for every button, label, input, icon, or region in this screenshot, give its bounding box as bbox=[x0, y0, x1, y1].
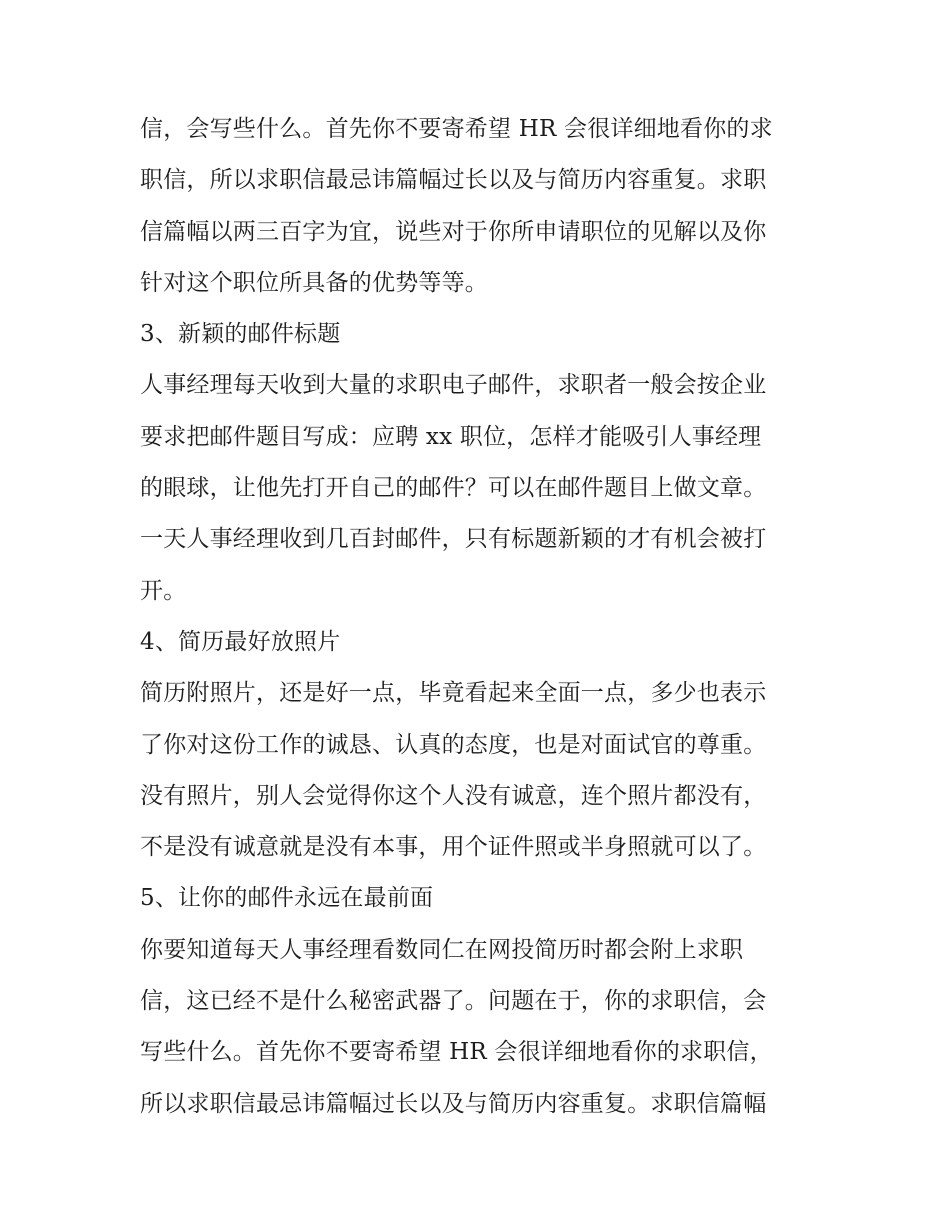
text-line: 开。 bbox=[140, 577, 187, 604]
text-line: 写些什么。首先你不要寄希望 HR 会很详细地看你的求职信， bbox=[140, 1039, 773, 1066]
document-body bbox=[140, 104, 820, 1130]
text-line: 没有照片，别人会觉得你这个人没有诚意，连个照片都没有， bbox=[140, 782, 767, 809]
text-line: 的眼球，让他先打开自己的邮件？可以在邮件题目上做文章。 bbox=[140, 475, 767, 502]
text-line: 一天人事经理收到几百封邮件，只有标题新颖的才有机会被打 bbox=[140, 526, 767, 553]
section-heading-4: 4、简历最好放照片 bbox=[140, 628, 341, 655]
text-line: 信，这已经不是什么秘密武器了。问题在于，你的求职信，会 bbox=[140, 988, 767, 1015]
text-line: 不是没有诚意就是没有本事，用个证件照或半身照就可以了。 bbox=[140, 834, 767, 861]
text-line: 所以求职信最忌讳篇幅过长以及与简历内容重复。求职信篇幅 bbox=[140, 1090, 767, 1117]
text-line: 针对这个职位所具备的优势等等。 bbox=[140, 269, 488, 296]
text-line: 你要知道每天人事经理看数同仁在网投简历时都会附上求职 bbox=[140, 936, 744, 963]
section-heading-5: 5、让你的邮件永远在最前面 bbox=[140, 885, 434, 912]
text-line: 人事经理每天收到大量的求职电子邮件，求职者一般会按企业 bbox=[140, 372, 767, 399]
text-line: 了你对这份工作的诚恳、认真的态度，也是对面试官的尊重。 bbox=[140, 731, 767, 758]
section-heading-3: 3、新颖的邮件标题 bbox=[140, 321, 341, 348]
text-line: 要求把邮件题目写成：应聘 xx 职位，怎样才能吸引人事经理 bbox=[140, 423, 762, 450]
text-line: 简历附照片，还是好一点，毕竟看起来全面一点，多少也表示 bbox=[140, 680, 767, 707]
text-line: 信，会写些什么。首先你不要寄希望 HR 会很详细地看你的求 bbox=[140, 116, 773, 142]
text-line: 信篇幅以两三百字为宜，说些对于你所申请职位的见解以及你 bbox=[140, 218, 767, 245]
text-line: 职信，所以求职信最忌讳篇幅过长以及与简历内容重复。求职 bbox=[140, 167, 767, 194]
